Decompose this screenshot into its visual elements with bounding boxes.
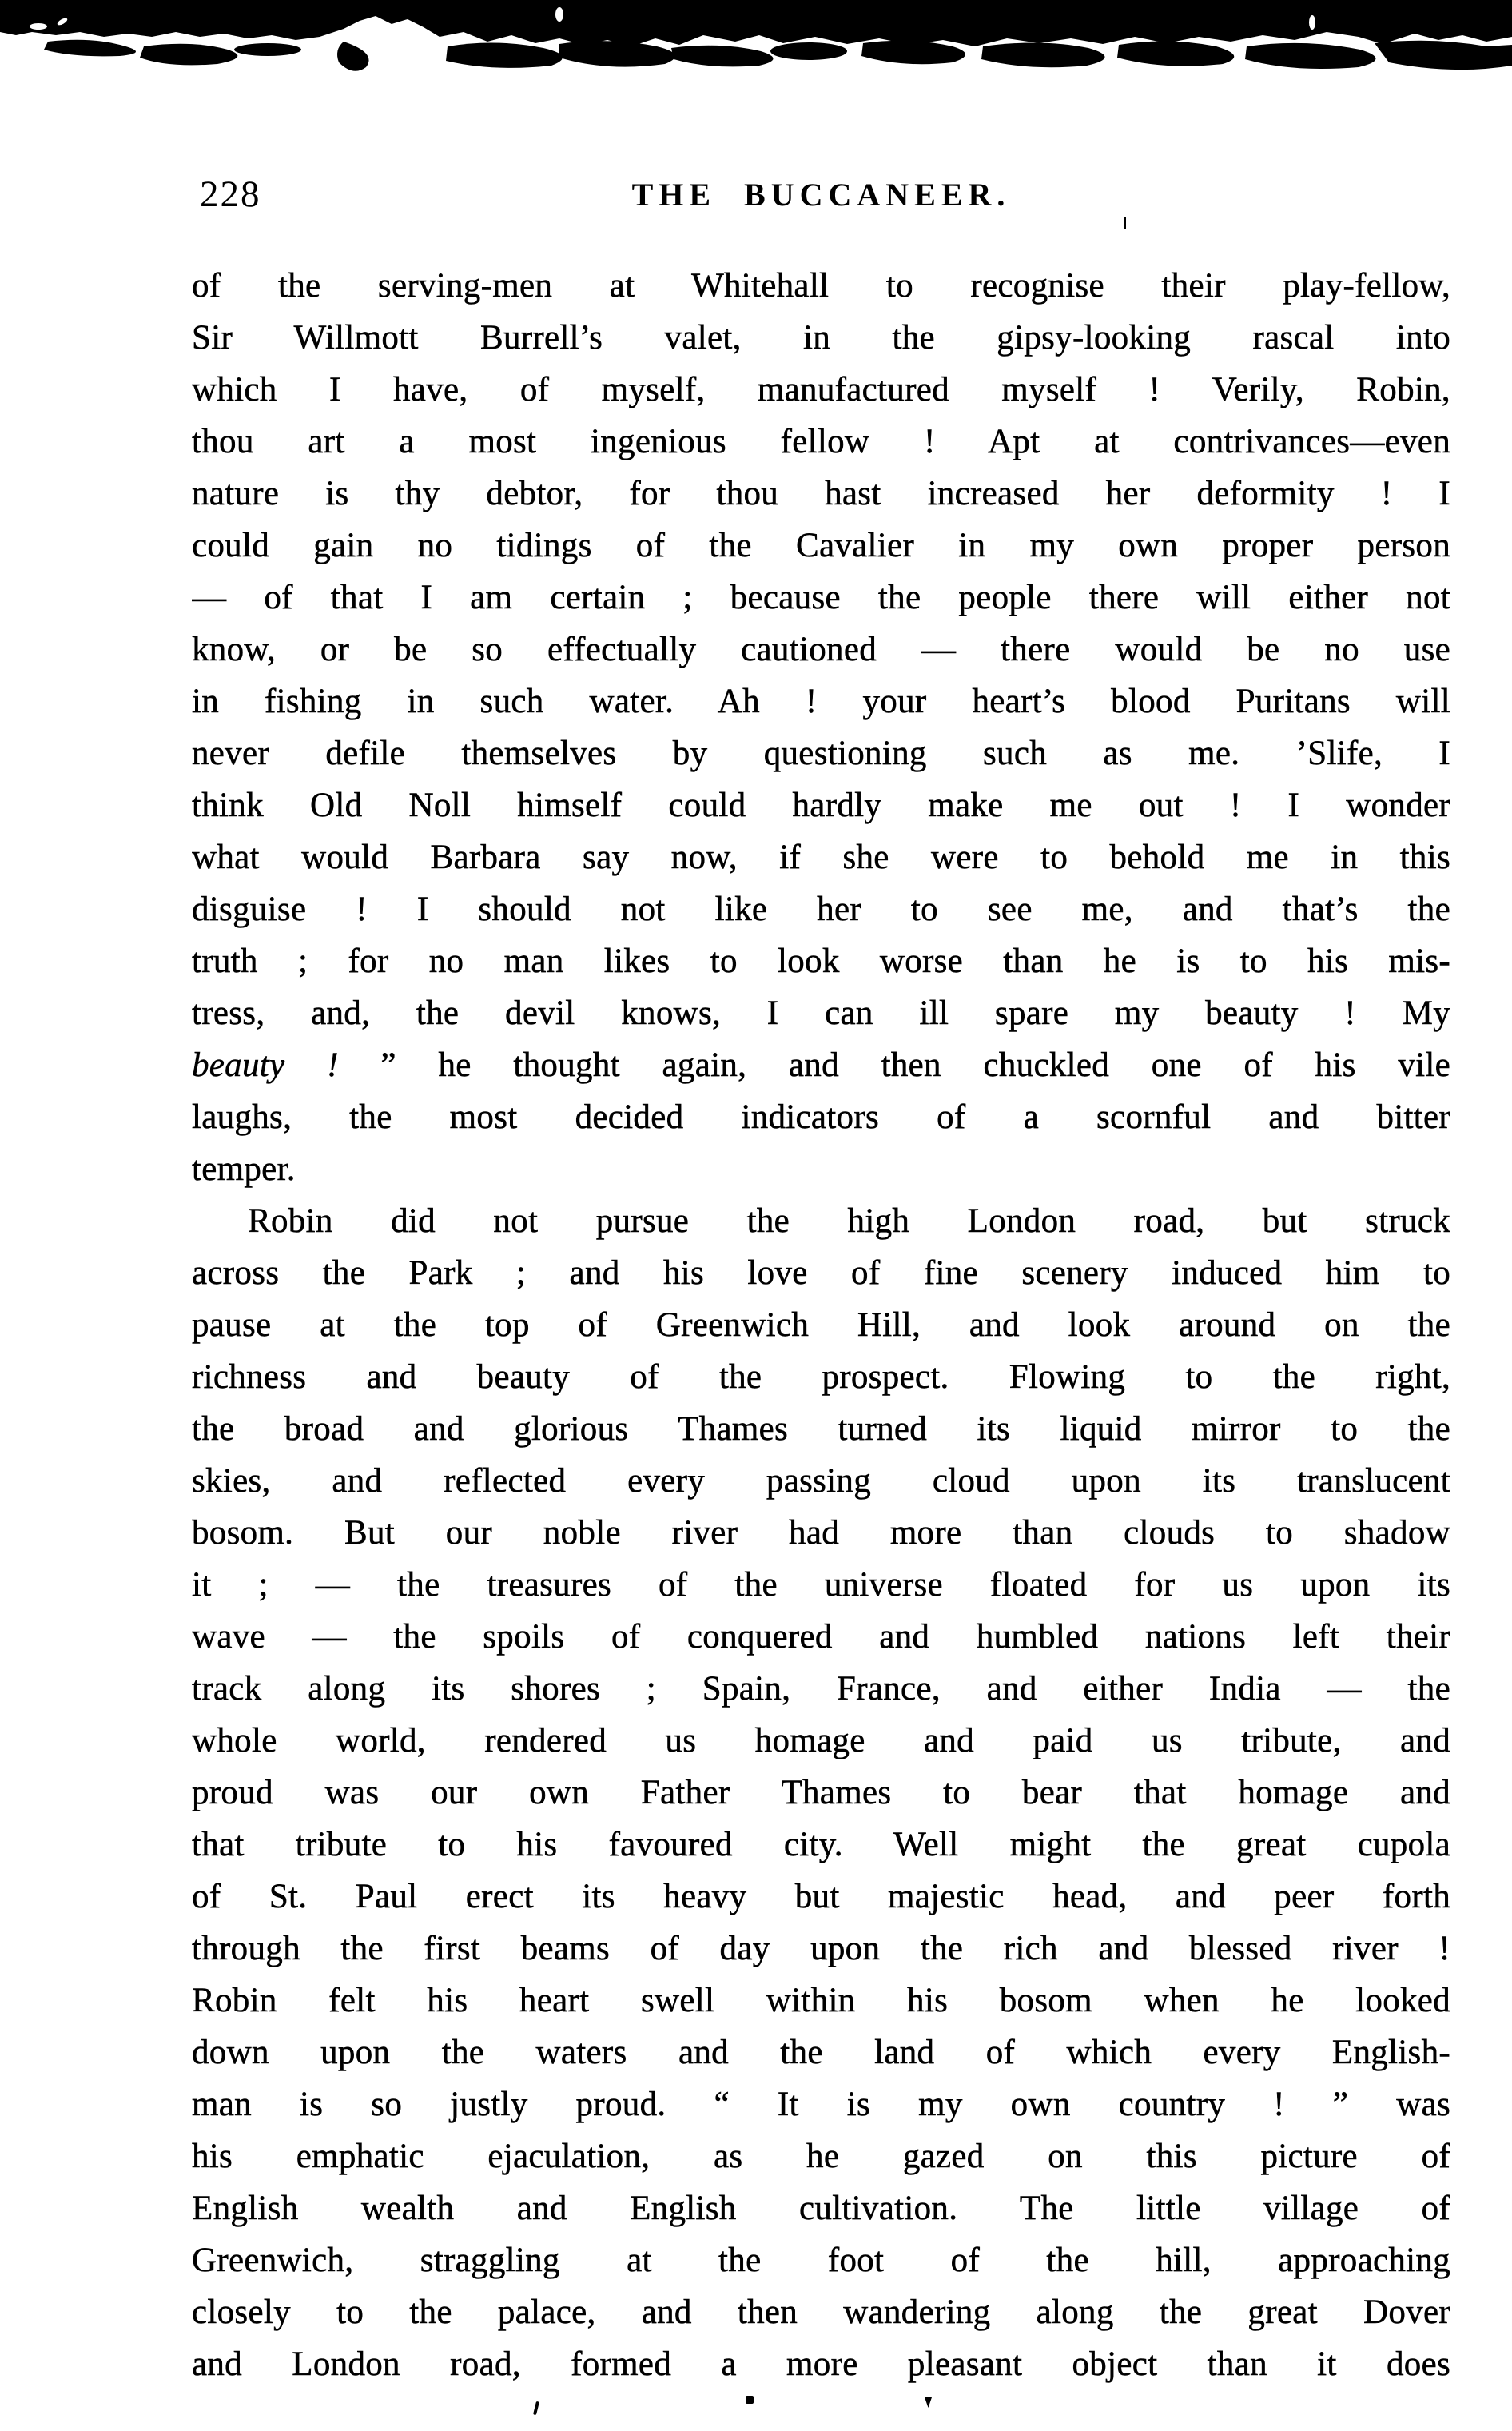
- text-line: skies, and reflected every passing cloud upon its translucent: [192, 1462, 1450, 1500]
- text-line: and London road, formed a more pleasant object than it does: [192, 2345, 1450, 2383]
- text-line: closely to the palace, and then wandering along the great Dover: [192, 2294, 1450, 2331]
- text-line: laughs, the most decided indicators of a scornful and bitter: [192, 1098, 1450, 1136]
- text-line: pause at the top of Greenwich Hill, and look around on the: [192, 1306, 1450, 1344]
- text-line: Robin did not pursue the high London road, but struck: [248, 1202, 1450, 1240]
- text-line: Robin felt his heart swell within his bosom when he looked: [192, 1982, 1450, 2019]
- text-line: which I have, of myself, manufactured myself ! Verily, Robin,: [192, 371, 1450, 408]
- text-line: truth ; for no man likes to look worse than he is to his mis-: [192, 943, 1450, 980]
- text-line: thou art a most ingenious fellow ! Apt at contrivances—even: [192, 423, 1450, 460]
- text-line: through the first beams of day upon the rich and blessed river !: [192, 1930, 1450, 1967]
- text-line: track along its shores ; Spain, France, and either India — the: [192, 1670, 1450, 1708]
- scan-speck-bottom-right: [925, 2397, 932, 2408]
- text-line: nature is thy debtor, for thou hast increased her deformity ! I: [192, 475, 1450, 512]
- text-line: it ; — the treasures of the universe floated for us upon its: [192, 1566, 1450, 1604]
- text-line: — of that I am certain ; because the people there will either not: [192, 579, 1450, 616]
- text-line: richness and beauty of the prospect. Flowing to the right,: [192, 1358, 1450, 1396]
- text-line: temper.: [192, 1150, 296, 1188]
- body-text: [192, 260, 1450, 2390]
- page-header: [192, 174, 1450, 222]
- text-line: English wealth and English cultivation. The little village of: [192, 2190, 1450, 2227]
- text-line: tress, and, the devil knows, I can ill spare my beauty ! My: [192, 994, 1450, 1032]
- text-line-segment: ” he thought again, and then chuckled one of his vile: [380, 1046, 1450, 1084]
- text-line: [192, 1039, 1450, 1091]
- text-line: his emphatic ejaculation, as he gazed on this picture of: [192, 2138, 1450, 2175]
- scan-speck-bottom-apostrophe: [533, 2401, 539, 2415]
- text-line: wave — the spoils of conquered and humbled nations left their: [192, 1618, 1450, 1656]
- text-line: the broad and glorious Thames turned its liquid mirror to the: [192, 1410, 1450, 1448]
- text-line: never defile themselves by questioning such as me. ’Slife, I: [192, 735, 1450, 772]
- page-number: 228: [200, 173, 261, 215]
- text-line: across the Park ; and his love of fine scenery induced him to: [192, 1254, 1450, 1292]
- text-line: know, or be so effectually cautioned — there would be no use: [192, 631, 1450, 668]
- text-line: Greenwich, straggling at the foot of the hill, approaching: [192, 2242, 1450, 2279]
- text-line: of the serving-men at Whitehall to recognise their play-fellow,: [192, 267, 1450, 305]
- scan-speck-bottom-left: [746, 2396, 754, 2404]
- text-line: in fishing in such water. Ah ! your heart’s blood Puritans will: [192, 683, 1450, 720]
- text-line: whole world, rendered us homage and paid us tribute, and: [192, 1722, 1450, 1759]
- text-line: bosom. But our noble river had more than clouds to shadow: [192, 1514, 1450, 1552]
- text-line: could gain no tidings of the Cavalier in my own proper person: [192, 527, 1450, 564]
- text-line: proud was our own Father Thames to bear that homage and: [192, 1774, 1450, 1811]
- scan-artifact-top-band: [0, 0, 1512, 80]
- text-line-segment: beauty !: [192, 1046, 381, 1084]
- text-line: that tribute to his favoured city. Well might the great cupola: [192, 1826, 1450, 1863]
- text-line: of St. Paul erect its heavy but majestic head, and peer forth: [192, 1878, 1450, 1915]
- text-line: what would Barbara say now, if she were to behold me in this: [192, 839, 1450, 876]
- scan-speck-below-header: [1124, 217, 1126, 229]
- text-line: think Old Noll himself could hardly make me out ! I wonder: [192, 787, 1450, 824]
- running-title: THE BUCCANEER.: [631, 177, 1011, 213]
- text-line: down upon the waters and the land of which every English-: [192, 2034, 1450, 2071]
- text-line: man is so justly proud. “ It is my own country ! ” was: [192, 2086, 1450, 2123]
- text-line: disguise ! I should not like her to see me, and that’s the: [192, 891, 1450, 928]
- text-line: Sir Willmott Burrell’s valet, in the gipsy-looking rascal into: [192, 319, 1450, 357]
